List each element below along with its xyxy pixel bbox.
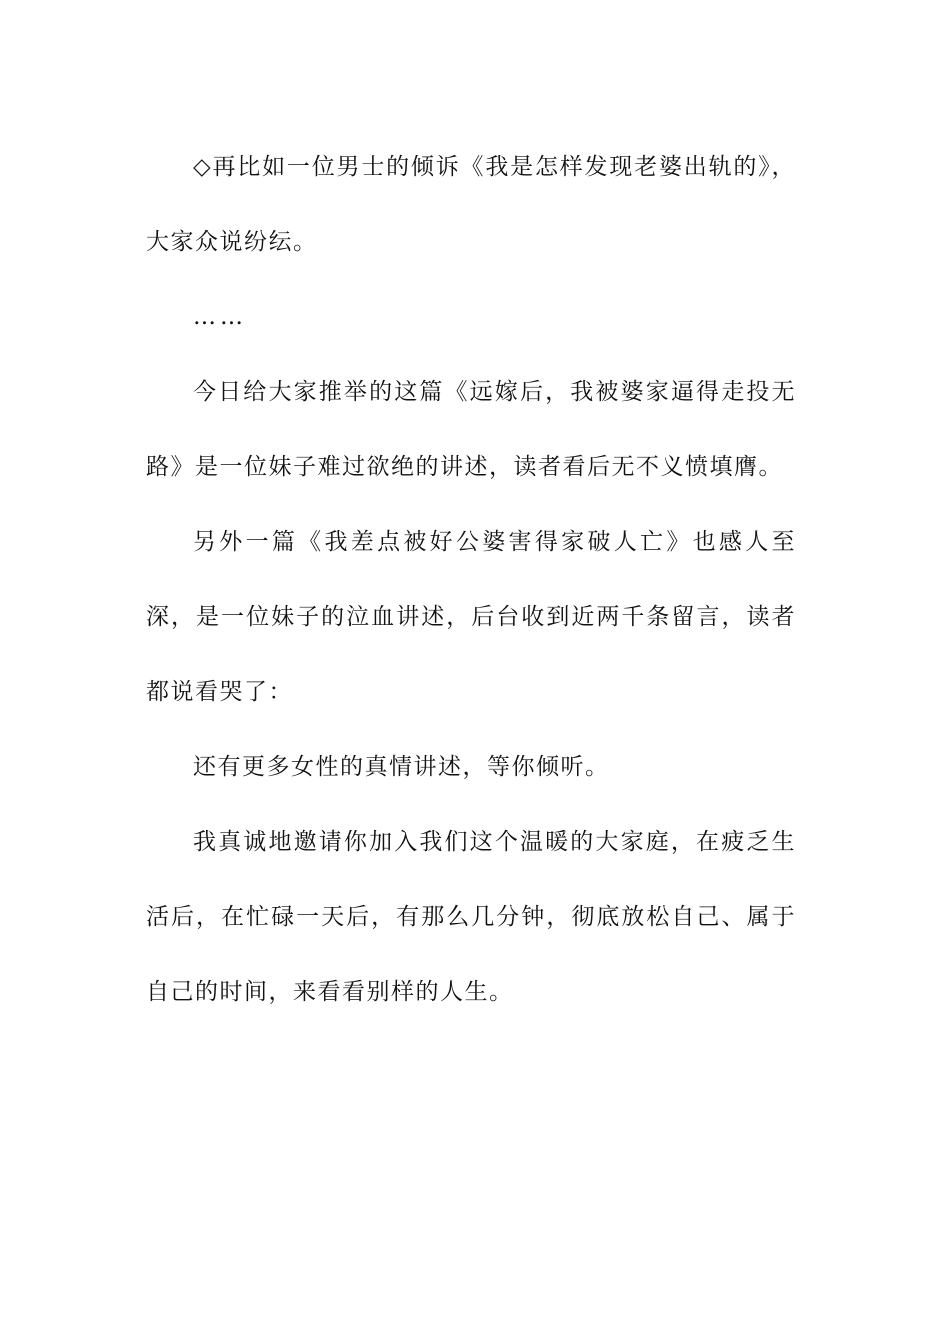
paragraph-ellipsis: …… — [193, 304, 247, 330]
paragraph-husband-story: ◇再比如一位男士的倾诉《我是怎样发现老婆出轨的》，大家众说纷纭。 — [146, 154, 796, 255]
paragraph-another-story: 另外一篇《我差点被好公婆害得家破人亡》也感人至深，是一位妹子的泣血讲述，后台收到近两千条留言，读者都说看哭了： — [146, 529, 796, 705]
paragraph-invitation: 我真诚地邀请你加入我们这个温暖的大家庭，在疲乏生活后，在忙碌一天后，有那么几分钟，彻底放松自己、属于自己的时间，来看看别样的人生。 — [146, 829, 796, 1005]
document-body — [146, 130, 796, 1030]
paragraph-more-stories: 还有更多女性的真情讲述，等你倾听。 — [193, 754, 610, 780]
paragraph-recommendation: 今日给大家推举的这篇《远嫁后，我被婆家逼得走投无路》是一位妹子难过欲绝的讲述，读者看后无不义愤填膺。 — [146, 379, 796, 480]
